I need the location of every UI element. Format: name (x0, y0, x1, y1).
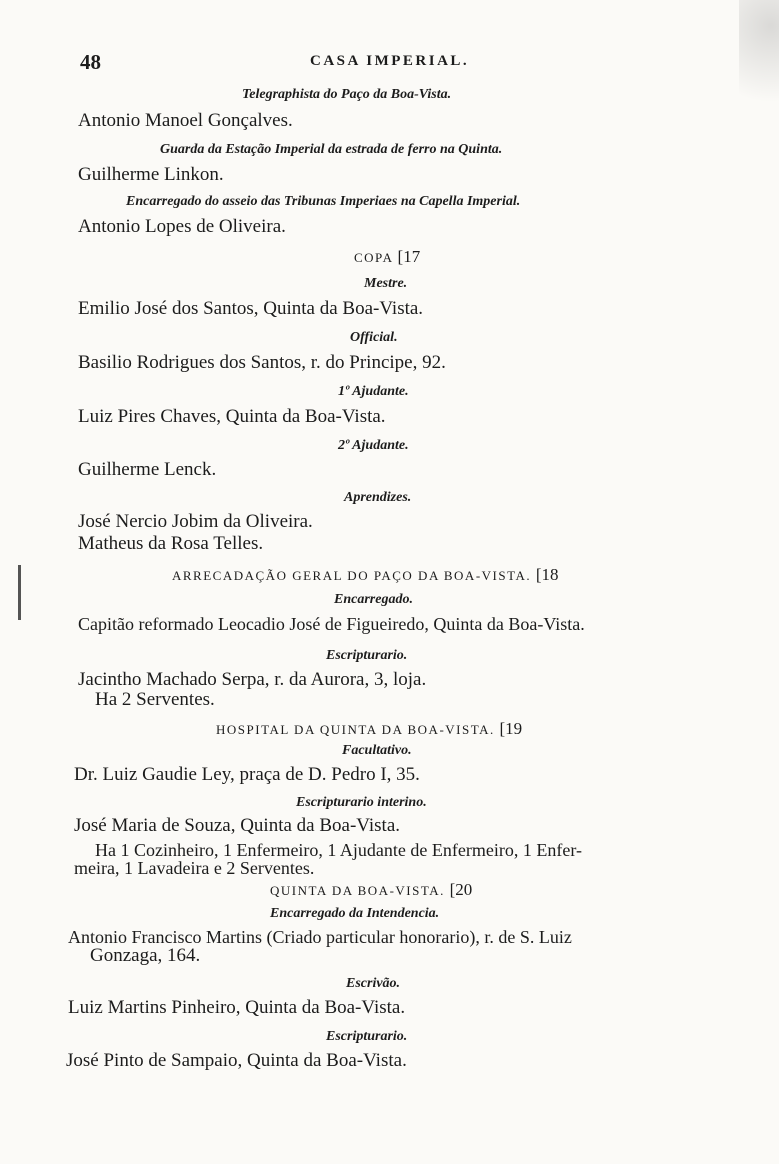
section-copa-ref: [17 (397, 247, 421, 266)
quinta-intendencia-role: Encarregado da Intendencia. (270, 906, 440, 921)
hospital-staff-line-1: Ha 1 Cozinheiro, 1 Enfermeiro, 1 Ajudante de Enfermeiro, 1 Enfer- (95, 840, 582, 860)
guarda-name: Guilherme Linkon. (78, 164, 224, 185)
asseio-name: Antonio Lopes de Oliveira. (78, 216, 286, 237)
section-hospital-title: HOSPITAL DA QUINTA DA BOA-VISTA. (216, 722, 495, 737)
section-hospital-ref: [19 (499, 719, 523, 738)
hospital-escripturario-name: José Maria de Souza, Quinta da Boa-Vista. (74, 815, 400, 836)
telegraphista-role: Telegraphista do Paço da Boa-Vista. (242, 87, 452, 102)
copa-mestre-name: Emilio José dos Santos, Quinta da Boa-Vista. (78, 298, 424, 319)
asseio-role: Encarregado do asseio das Tribunas Imperiaes na Capella Imperial. (126, 194, 521, 209)
section-arrecadacao (172, 565, 559, 585)
page-number: 48 (80, 50, 101, 74)
hospital-facultativo-role: Facultativo. (342, 743, 412, 758)
copa-ajudante1-name: Luiz Pires Chaves, Quinta da Boa-Vista. (78, 406, 386, 427)
hospital-staff-line-2: meira, 1 Lavadeira e 2 Serventes. (74, 858, 315, 878)
arrecadacao-encarregado-role: Encarregado. (334, 592, 413, 607)
copa-official-role: Official. (350, 330, 398, 345)
copa-ajudante1-role: 1º Ajudante. (338, 384, 409, 399)
copa-ajudante2-name: Guilherme Lenck. (78, 459, 217, 480)
section-quinta-ref: [20 (449, 880, 473, 899)
copa-ajudante2-role: 2º Ajudante. (338, 438, 409, 453)
quinta-escripturario-name: José Pinto de Sampaio, Quinta da Boa-Vista. (66, 1050, 407, 1071)
running-title: CASA IMPERIAL. (310, 53, 470, 69)
section-arrecadacao-ref: [18 (535, 565, 559, 584)
quinta-intendencia-line-2: Gonzaga, 164. (90, 945, 201, 966)
ink-smear (18, 565, 21, 620)
section-quinta-title: QUINTA DA BOA-VISTA. (270, 883, 445, 898)
quinta-intendencia-line-1: Antonio Francisco Martins (Criado particular honorario), r. de S. Luiz (68, 927, 572, 947)
section-copa (354, 247, 420, 267)
copa-aprendiz-1: José Nercio Jobim da Oliveira. (78, 511, 313, 532)
guarda-role: Guarda da Estação Imperial da estrada de ferro na Quinta. (160, 142, 503, 157)
copa-aprendiz-2: Matheus da Rosa Telles. (78, 533, 264, 554)
section-hospital (216, 719, 522, 739)
arrecadacao-escripturario-role: Escripturario. (326, 648, 408, 663)
quinta-escrivao-role: Escrivão. (346, 976, 401, 991)
quinta-escrivao-name: Luiz Martins Pinheiro, Quinta da Boa-Vista. (68, 997, 406, 1018)
quinta-escripturario-role: Escripturario. (326, 1029, 408, 1044)
hospital-escripturario-role: Escripturario interino. (296, 795, 427, 810)
section-arrecadacao-title: ARRECADAÇÃO GERAL DO PAÇO DA BOA-VISTA. (172, 568, 532, 583)
arrecadacao-escripturario-name: Jacintho Machado Serpa, r. da Aurora, 3, loja. (78, 669, 427, 690)
telegraphista-name: Antonio Manoel Gonçalves. (78, 110, 293, 131)
copa-official-name: Basilio Rodrigues dos Santos, r. do Principe, 92. (78, 352, 446, 373)
arrecadacao-encarregado-name: Capitão reformado Leocadio José de Figueiredo, Quinta da Boa-Vista. (78, 614, 585, 634)
section-copa-title: COPA (354, 250, 393, 265)
copa-mestre-role: Mestre. (364, 276, 408, 291)
section-quinta (270, 880, 472, 900)
hospital-facultativo-name: Dr. Luiz Gaudie Ley, praça de D. Pedro I, 35. (74, 764, 420, 785)
copa-aprendizes-role: Aprendizes. (344, 490, 412, 505)
arrecadacao-serventes: Ha 2 Serventes. (95, 689, 215, 710)
page-edge-stain (739, 0, 779, 130)
